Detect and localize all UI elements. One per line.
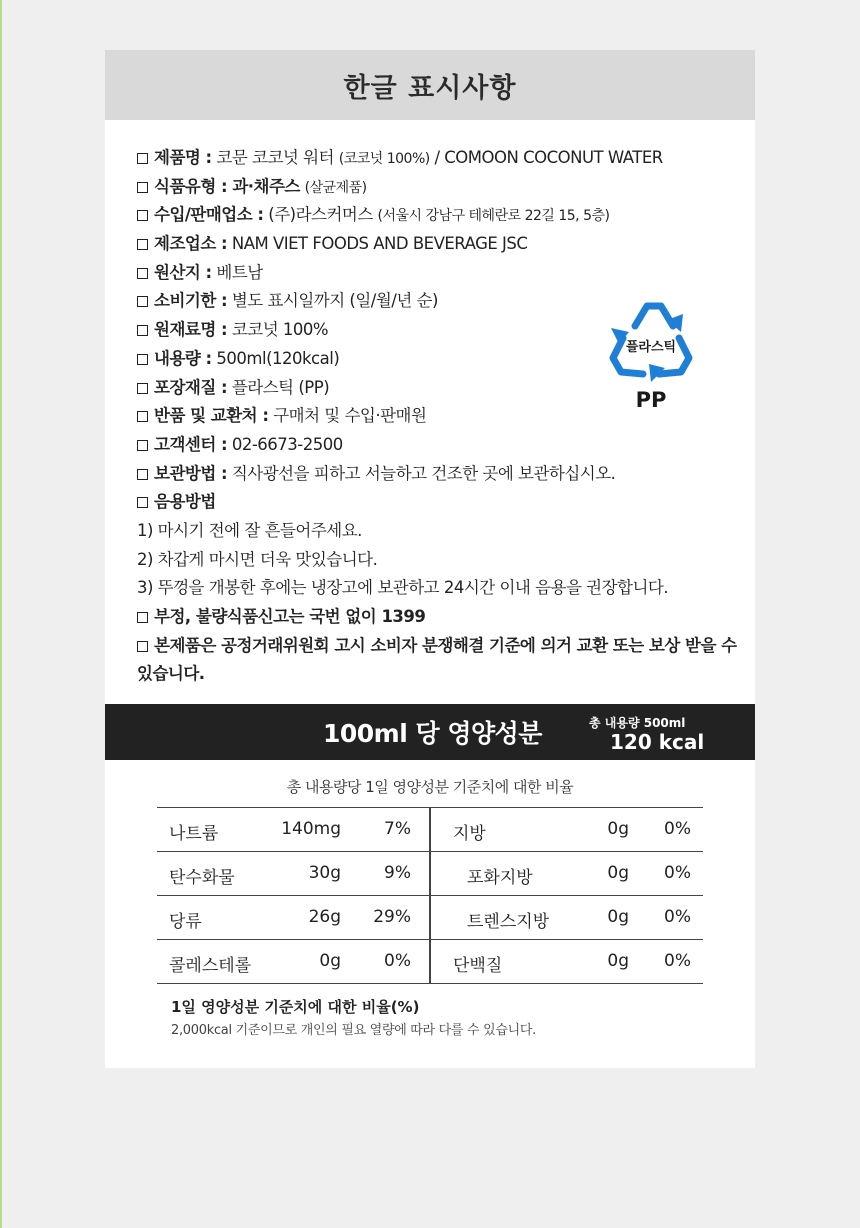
info-value: 500ml(120kcal) xyxy=(216,348,340,368)
info-label: 반품 및 교환처 : xyxy=(154,406,269,426)
info-label: 원산지 : xyxy=(154,262,212,282)
table-row xyxy=(157,940,703,984)
info-line xyxy=(137,230,755,259)
nutrient-percent: 0% xyxy=(664,951,691,971)
info-label: 포장재질 : xyxy=(154,377,228,397)
nutrient-name: 지방 xyxy=(453,824,486,844)
info-value: NAM VIET FOODS AND BEVERAGE JSC xyxy=(231,234,528,254)
info-note: (서울시 강남구 테헤란로 22길 15, 5층) xyxy=(377,208,610,225)
nutrient-percent: 0% xyxy=(384,951,411,971)
nutrient-percent: 9% xyxy=(384,863,411,883)
nutrition-caption: 총 내용량당 1일 영양성분 기준치에 대한 비율 xyxy=(286,778,574,796)
notice-line xyxy=(137,603,755,632)
recycle-mark xyxy=(605,298,697,416)
footnote-text: 2,000kcal 기준이므로 개인의 필요 열량에 따라 다를 수 있습니다. xyxy=(171,1023,536,1038)
nutrient-amount: 140mg xyxy=(281,819,341,839)
checkbox-icon xyxy=(137,153,148,164)
nutrition-header-bar xyxy=(105,704,755,760)
nutrient-amount: 0g xyxy=(607,819,629,839)
table-row xyxy=(157,852,703,896)
checkbox-icon xyxy=(137,440,148,451)
checkbox-icon xyxy=(137,612,148,623)
info-label: 제조업소 : xyxy=(154,234,228,254)
nutrient-name: 트렌스지방 xyxy=(467,912,550,932)
notice-list xyxy=(137,603,755,689)
info-line xyxy=(137,488,755,517)
info-label: 수입/판매업소 : xyxy=(154,205,264,225)
nutrient-percent: 0% xyxy=(664,907,691,927)
checkbox-icon xyxy=(137,497,148,508)
info-tail: / COMOON COCONUT WATER xyxy=(434,148,663,167)
checkbox-icon xyxy=(137,469,148,480)
info-line xyxy=(137,201,755,230)
footnote-title: 1일 영양성분 기준치에 대한 비율(%) xyxy=(171,998,420,1016)
checkbox-icon xyxy=(137,641,148,652)
checkbox-icon xyxy=(137,239,148,250)
nutrition-table xyxy=(157,807,703,984)
info-line xyxy=(137,460,755,489)
info-value: 구매처 및 수입·판매원 xyxy=(273,406,427,426)
checkbox-icon xyxy=(137,354,148,365)
nutrition-total-label: 총 내용량 500ml xyxy=(589,716,686,730)
nutrient-name: 단백질 xyxy=(453,956,503,976)
info-label: 원재료명 : xyxy=(154,320,228,340)
info-note: (살균제품) xyxy=(304,179,367,196)
nutrient-amount: 0g xyxy=(319,951,341,971)
recycle-material: PP xyxy=(635,388,667,412)
nutrient-amount: 0g xyxy=(607,951,629,971)
info-line xyxy=(137,259,755,288)
info-value: 02-6673-2500 xyxy=(231,434,343,454)
recycle-triangle-icon xyxy=(605,298,697,390)
nutrient-name: 나트륨 xyxy=(169,824,219,844)
table-row xyxy=(157,896,703,940)
info-label: 제품명 : xyxy=(154,148,212,167)
page-title: 한글 표시사항 xyxy=(105,50,755,120)
nutrition-title: 100ml 당 영양성분 xyxy=(323,719,542,748)
info-label: 소비기한 : xyxy=(154,291,228,311)
info-note: (코코넛 100%) xyxy=(338,151,430,167)
checkbox-icon xyxy=(137,268,148,279)
info-line xyxy=(137,144,755,173)
nutrient-percent: 0% xyxy=(664,819,691,839)
usage-step: 2) 차갑게 마시면 더욱 맛있습니다. xyxy=(137,549,378,569)
recycle-inner-text: 플라스틱 xyxy=(625,340,677,355)
checkbox-icon xyxy=(137,411,148,422)
checkbox-icon xyxy=(137,182,148,193)
usage-list xyxy=(137,517,755,603)
info-value: 코코넛 100% xyxy=(231,320,329,340)
info-label: 식품유형 : 과·채주스 xyxy=(154,176,300,196)
nutrient-percent: 0% xyxy=(664,863,691,883)
nutrient-name: 콜레스테롤 xyxy=(169,956,252,976)
checkbox-icon xyxy=(137,383,148,394)
info-value: 직사광선을 피하고 서늘하고 건조한 곳에 보관하십시오. xyxy=(231,463,616,483)
nutrient-amount: 0g xyxy=(607,863,629,883)
nutrient-amount: 30g xyxy=(308,863,341,883)
info-line xyxy=(137,431,755,460)
label-card xyxy=(105,50,755,1068)
nutrient-name: 탄수화물 xyxy=(169,868,235,888)
info-value: 별도 표시일까지 (일/월/년 순) xyxy=(231,291,438,311)
nutrient-amount: 26g xyxy=(308,907,341,927)
info-label: 음용방법 xyxy=(154,492,216,512)
notice-text: 본제품은 공정거래위원회 고시 소비자 분쟁해결 기준에 의거 교환 또는 보상 받을 수 있습니다. xyxy=(137,635,737,684)
info-value: (주)라스커머스 xyxy=(268,205,373,225)
table-row xyxy=(157,808,703,852)
nutrient-name: 포화지방 xyxy=(467,868,533,888)
info-section xyxy=(105,120,755,689)
checkbox-icon xyxy=(137,325,148,336)
checkbox-icon xyxy=(137,210,148,221)
info-value: 베트남 xyxy=(216,262,263,282)
info-value: 코문 코코넛 워터 xyxy=(216,148,334,167)
info-value: 플라스틱 (PP) xyxy=(231,377,330,397)
info-label: 내용량 : xyxy=(154,348,212,368)
notice-line xyxy=(137,632,737,689)
nutrient-amount: 0g xyxy=(607,907,629,927)
nutrition-total-kcal: 120 kcal xyxy=(610,730,705,754)
info-label: 보관방법 : xyxy=(154,463,228,483)
info-line xyxy=(137,173,755,202)
nutrient-percent: 7% xyxy=(384,819,411,839)
usage-step: 3) 뚜껑을 개봉한 후에는 냉장고에 보관하고 24시간 이내 음용을 권장합니다. xyxy=(137,578,669,598)
usage-step: 1) 마시기 전에 잘 흔들어주세요. xyxy=(137,520,362,540)
nutrient-percent: 29% xyxy=(373,907,411,927)
left-edge-rule xyxy=(0,0,2,1228)
checkbox-icon xyxy=(137,296,148,307)
nutrient-name: 당류 xyxy=(169,912,202,932)
info-label: 고객센터 : xyxy=(154,434,228,454)
notice-text: 부정, 불량식품신고는 국번 없이 1399 xyxy=(154,607,426,626)
